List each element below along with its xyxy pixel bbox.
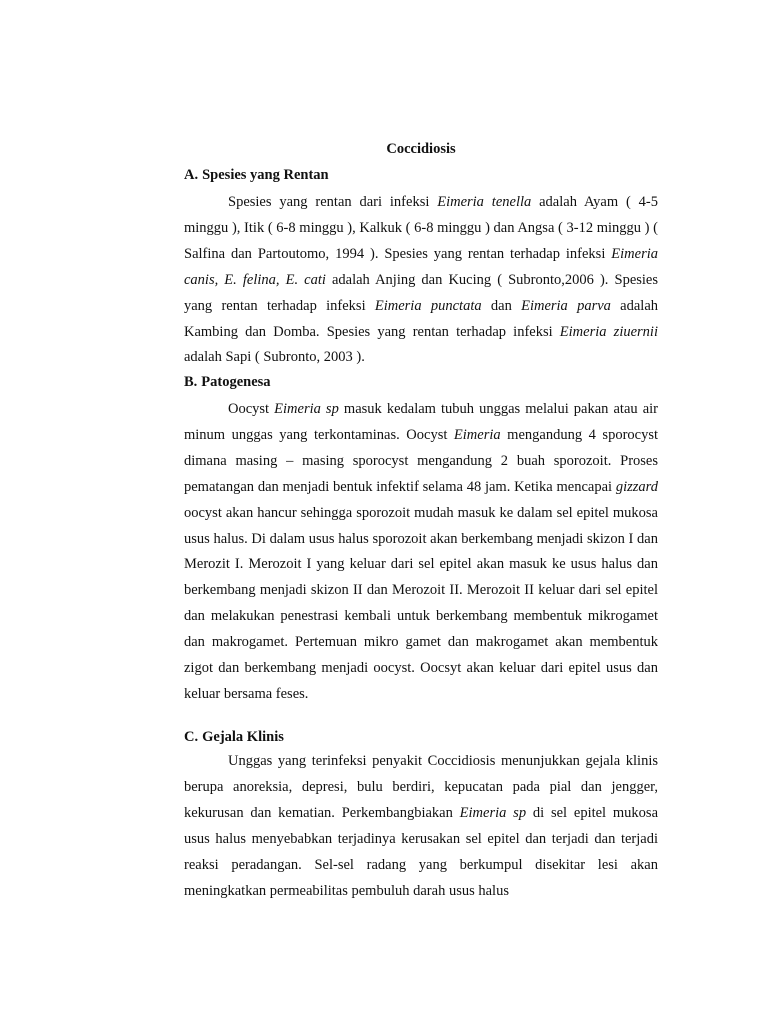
text-run: adalah Anjing dan Kucing ( Subronto,2006 ). Spesies yang rentan terhadap infeksi xyxy=(184,271,658,314)
section-letter: B. xyxy=(184,374,198,390)
text-run: masuk kedalam tubuh unggas melalui pakan atau air minum unggas yang terkontaminas. Oocyst xyxy=(184,401,658,443)
text-run: adalah Ayam ( 4-5 minggu ), Itik ( 6-8 minggu ), Kalkuk ( 6-8 minggu ) dan Angsa ( 3-12 minggu ) ( Salfina dan Partoutomo, 1994 ). Spesies yang rentan terhadap infeksi xyxy=(184,194,658,262)
section-heading-gejala-klinis xyxy=(184,727,284,747)
text-run: Oocyst xyxy=(228,401,275,417)
section-title: Spesies yang Rentan xyxy=(202,167,329,183)
section-paragraph-patogenesa xyxy=(184,397,658,708)
italic-term: Eimeria sp xyxy=(459,804,527,821)
italic-term: Eimeria tenella xyxy=(437,194,532,210)
text-run: Unggas yang terinfeksi penyakit Coccidiosis menunjukkan gejala klinis berupa anoreksia, depresi, bulu berdiri, kepucatan pada pial dan jengger, kekurusan dan kematian. Perkembangbiakan xyxy=(184,753,658,821)
italic-term: Eimeria ziuernii xyxy=(559,323,658,340)
section-title: Patogenesa xyxy=(201,374,271,390)
section-heading-spesies-yang-rentan xyxy=(184,165,329,185)
text-run: dan xyxy=(481,297,522,314)
italic-term: Eimeria punctata xyxy=(374,297,482,314)
section-letter: A. xyxy=(184,167,199,183)
section-heading-patogenesa xyxy=(184,372,271,392)
section-title: Gejala Klinis xyxy=(202,729,284,745)
page-title: Coccidiosis xyxy=(386,141,456,157)
section-paragraph-spesies-yang-rentan xyxy=(184,190,658,371)
italic-term: gizzard xyxy=(615,478,658,495)
text-run: Spesies yang rentan dari infeksi xyxy=(228,194,438,210)
text-run: adalah Sapi ( Subronto, 2003 ). xyxy=(184,349,365,366)
text-run: di sel epitel mukosa usus halus menyebabkan terjadinya kerusakan sel epitel dan terjadi dan terjadi reaksi peradangan. Sel-sel radang yang berkumpul disekitar lesi akan meningkatkan permeabilitas pembuluh darah usus halus xyxy=(184,804,659,899)
italic-term: Eimeria xyxy=(453,426,501,443)
italic-term: Eimeria canis, E. felina, E. cati xyxy=(184,245,658,288)
section-letter: C. xyxy=(184,729,199,745)
section-paragraph-gejala-klinis xyxy=(184,749,658,904)
text-run: oocyst akan hancur sehingga sporozoit mudah masuk ke dalam sel epitel mukosa usus halus. Di dalam usus halus sporozoit akan berkembang menjadi skizon I dan Merozit I. Merozoit I yang keluar dari sel epitel akan masuk ke usus halus dan berkembang menjadi skizon II dan Merozoit II. Merozoit II keluar dari sel epitel dan melakukan penestrasi kembali untuk berkembang membentuk mikrogamet dan makrogamet. Pertemuan mikro gamet dan makrogamet akan membentuk zigot dan berkembang menjadi oocyst. Oocsyt akan keluar dari epitel usus dan keluar bersama feses. xyxy=(184,504,658,702)
italic-term: Eimeria parva xyxy=(521,297,611,314)
text-run: mengandung 4 sporocyst dimana masing – masing sporocyst mengandung 2 buah sporozoit. Proses pematangan dan menjadi bentuk infektif selama 48 jam. Ketika mencapai xyxy=(184,426,658,495)
text-run: adalah Kambing dan Domba. Spesies yang rentan terhadap infeksi xyxy=(184,297,659,340)
italic-term: Eimeria sp xyxy=(274,401,339,417)
